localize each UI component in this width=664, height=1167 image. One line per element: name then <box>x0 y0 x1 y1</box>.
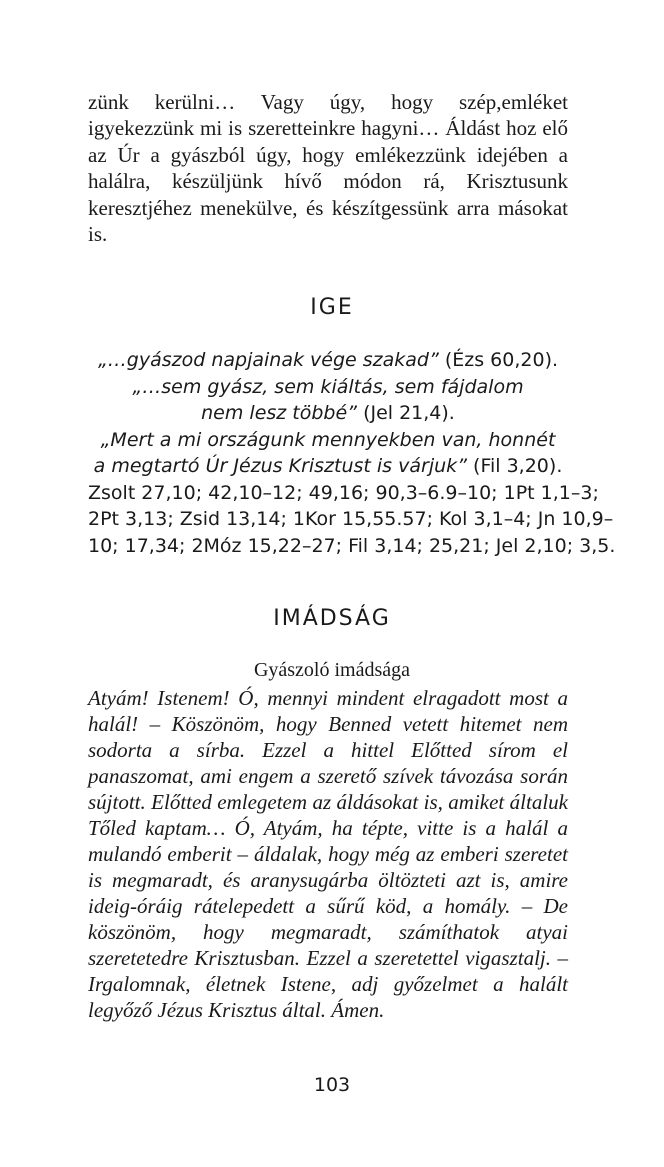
imadsag-heading: IMÁDSÁG <box>273 606 391 631</box>
prayer-text: Atyám! Istenem! Ó, mennyi mindent elragadott most a halál! – Köszönöm, hogy Benned vetett hitemet nem sodorta a sírba. Ezzel a hittel Előtted sírom el panaszomat, ami engem a szerető szívek távozása során sújtott. Előtted emlegetem az áldásokat is, amiket általuk Tőled kaptam… Ó, Atyám, ha tépte, vitte is a halál a mulandó emberit – áldalak, hogy még az emberi szeretet is megmaradt, és aranysugárba öltözteti azt is, amire ideig-óráig rátelepedett a sűrű köd, a homály. – De köszönöm, hogy megmaradt, számíthatok atyai szeretetedre Krisztusban. Ezzel a szeretettel vigasztalj. – Irgalomnak, életnek Istene, adj győzelmet a halált legyőző Jézus Krisztus által. Ámen. <box>88 686 568 1022</box>
page-number: 103 <box>313 1074 351 1096</box>
intro-paragraph: zünk kerülni… Vagy úgy, hogy szép,emléket igyekezzünk mi is szeretteinkre hagyni… Áldást hoz elő az Úr a gyászból úgy, hogy emlékezzünk idejében a halálra, készüljünk hívő módon rá, Krisztusunk keresztjéhez menekülve, és készítgessünk arra másokat is. <box>88 90 568 247</box>
prayer-title: Gyászoló imádsága <box>253 659 411 681</box>
ige-verses <box>88 347 616 559</box>
reference-line: 2Pt 3,13; Zsid 13,14; 1Kor 15,55.57; Kol 3,1–4; Jn 10,9– <box>88 508 614 530</box>
verse-line: „…sem gyász, sem kiáltás, sem fájdalom <box>132 375 524 398</box>
verse-line: „…gyászod napjainak vége szakad” (Ézs 60,20). <box>97 349 559 371</box>
verse-line: a megtartó Úr Jézus Krisztust is várjuk” (Fil 3,20). <box>93 455 563 477</box>
reference-line: Zsolt 27,10; 42,10–12; 49,16; 90,3–6.9–10; 1Pt 1,1–3; <box>88 481 599 504</box>
reference-line: 10; 17,34; 2Móz 15,22–27; Fil 3,14; 25,21; Jel 2,10; 3,5. <box>88 534 616 557</box>
verse-line: nem lesz többé” (Jel 21,4). <box>201 402 455 424</box>
verse-line: „Mert a mi országunk mennyekben van, honnét <box>100 428 556 451</box>
ige-heading: IGE <box>310 295 354 320</box>
